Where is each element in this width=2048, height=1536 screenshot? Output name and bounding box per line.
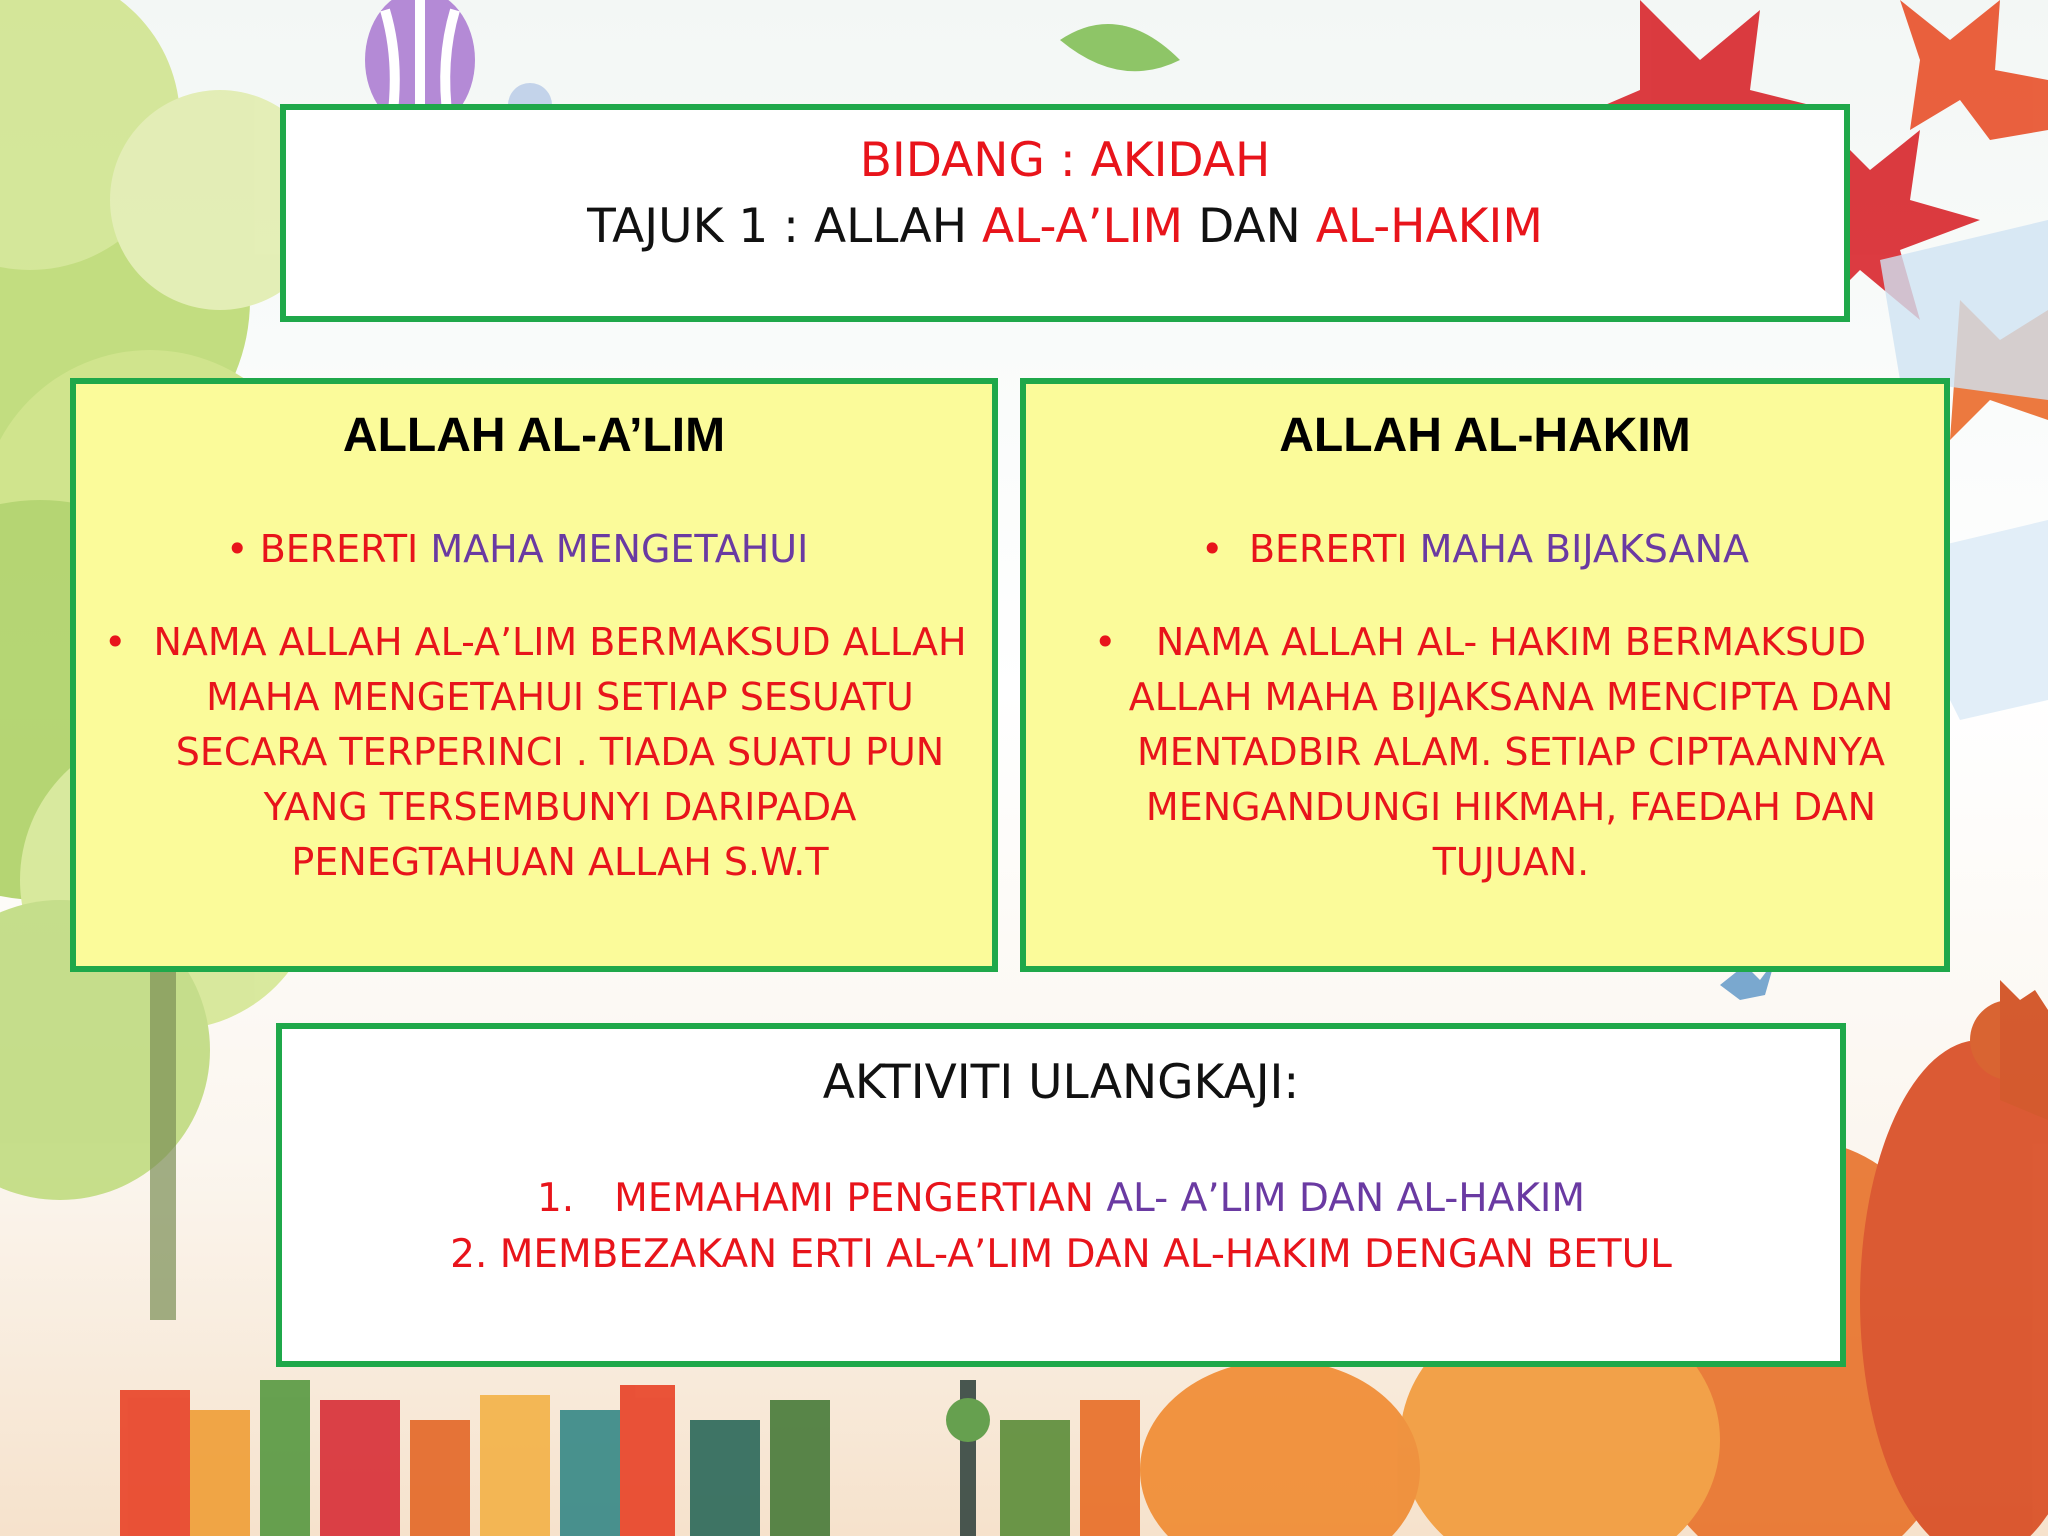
description-line: NAMA ALLAH AL-A’LIM BERMAKSUD ALLAH [153,620,967,664]
bullet-meaning [1026,522,1944,577]
description-line: MENGANDUNGI HIKMAH, FAEDAH DAN [1145,785,1877,829]
title-box [280,104,1850,322]
bullet-meaning-red: BERERTI [1248,527,1420,571]
description-line: MAHA MENGETAHUI SETIAP SESUATU [206,675,914,719]
field-title: BIDANG : AKIDAH [859,133,1271,188]
bullet-description [1026,615,1944,890]
card-heading: ALLAH AL-A’LIM [342,409,726,462]
activity-box [276,1023,1846,1367]
description-line: NAMA ALLAH AL- HAKIM BERMAKSUD [1155,620,1867,664]
topic-mid: DAN [1183,199,1316,254]
description-line: TUJUAN. [1432,840,1590,884]
activity-item-text-red: MEMAHAMI PENGERTIAN [614,1176,1107,1221]
description-line: ALLAH MAHA BIJAKSANA MENCIPTA DAN [1128,675,1894,719]
bullet-dot: • [226,527,249,571]
city-skyline [120,1380,1140,1536]
bullet-meaning [76,522,992,577]
bullet-meaning-purple: MAHA MENGETAHUI [430,527,809,571]
bullet-dot: • [1094,620,1117,664]
card-al-alim [70,378,998,972]
activity-item-number: 1. [536,1176,575,1221]
activity-item-1 [282,1171,1840,1227]
bullet-meaning-purple: MAHA BIJAKSANA [1419,527,1750,571]
activity-list [282,1171,1840,1283]
topic-name-alim: AL-A’LIM [981,199,1184,254]
bullet-description [76,615,992,890]
description-line: MENTADBIR ALAM. SETIAP CIPTAANNYA [1136,730,1886,774]
activity-heading: AKTIVITI ULANGKAJI: [822,1055,1300,1110]
description-line: YANG TERSEMBUNYI DARIPADA [263,785,857,829]
leaf-top [1060,24,1180,71]
topic-prefix: TAJUK 1 : ALLAH [587,199,982,254]
card-heading: ALLAH AL-HAKIM [1279,409,1691,462]
bullet-dot: • [1201,527,1224,571]
bullet-dot: • [104,620,127,664]
activity-item-2: 2. MEMBEZAKAN ERTI AL-A’LIM DAN AL-HAKIM DENGAN BETUL [450,1232,1672,1277]
description-line: SECARA TERPERINCI . TIADA SUATU PUN [175,730,945,774]
activity-item-text-purple: AL- A’LIM DAN AL-HAKIM [1106,1176,1586,1221]
bullet-meaning-red: BERERTI [259,527,431,571]
card-al-hakim [1020,378,1950,972]
topic-title [286,194,1844,260]
topic-name-hakim: AL-HAKIM [1315,199,1543,254]
description-line: PENEGTAHUAN ALLAH S.W.T [291,840,829,884]
